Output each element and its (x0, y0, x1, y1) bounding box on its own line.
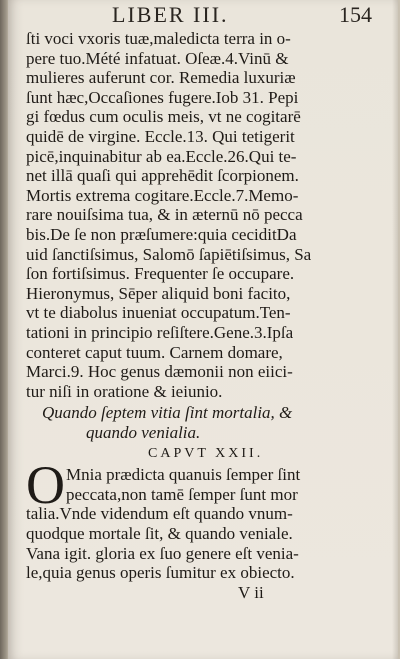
text-line: quidē de virgine. Eccle.13. Qui tetigerit (26, 126, 295, 146)
text-line: le,quia genus operis ſumitur ex obiecto. (26, 563, 295, 583)
text-line: Hieronymus, Sēper aliquid boni facito, (26, 283, 291, 303)
text-line: pere tuo.Mété infatuat. Oſeæ.4.Vinū & (26, 48, 289, 68)
text-line: uid ſanctiſsimus, Salomō ſapiētiſsimus, Sa (26, 244, 312, 264)
text-line: gi fœdus cum oculis meis, vt ne cogitarē (26, 107, 301, 127)
running-head: LIBER III. (112, 2, 229, 27)
page-header (8, 2, 398, 28)
text-line: conteret caput tuum. Carnem domare, (26, 342, 283, 362)
text-line: peccata,non tamē ſemper ſunt mor (66, 484, 298, 504)
text-line: net illā quaſi qui apprehēdit ſcorpionem. (26, 166, 299, 186)
text-line: ſon fortiſsimus. Frequenter ſe occupare. (26, 264, 295, 284)
page-number: 154 (339, 2, 372, 27)
text-line: vt te diabolus inueniat occupatum.Ten- (26, 303, 291, 323)
text-line: talia.Vnde videndum eſt quando vnum- (26, 504, 293, 524)
drop-cap-initial: O (26, 455, 65, 516)
text-line: Mortis extrema cogitare.Eccle.7.Memo- (26, 185, 299, 205)
text-line: Marci.9. Hoc genus dæmonii non eiici- (26, 362, 293, 382)
chapter-rubric: Quando ſeptem vitia ſint mortalia, & (42, 403, 293, 423)
text-line: bis.De ſe non præſumere:quia ceciditDa (26, 224, 297, 244)
text-line: quodque mortale ſit, & quando veniale. (26, 524, 293, 544)
text-line: mulieres auferunt cor. Remedia luxuriæ (26, 68, 296, 88)
text-line: picē,inquinabitur ab ea.Eccle.26.Qui te- (26, 146, 297, 166)
text-line: tur niſi in oratione & ieiunio. (26, 381, 223, 401)
text-block (26, 29, 366, 603)
signature-mark: V ii (238, 582, 264, 602)
chapter-heading: CAPVT XXII. (148, 446, 264, 462)
book-page (8, 0, 398, 659)
text-line: Vana igit. gloria ex ſuo genere eſt venia- (26, 543, 299, 563)
text-line: tationi in principio reſiſtere.Gene.3.Ipſa (26, 322, 294, 342)
chapter-rubric-continued: quando venialia. (86, 423, 201, 443)
text-line: ſti voci vxoris tuæ,maledicta terra in o- (26, 29, 291, 48)
text-line: ſunt hæc,Occaſiones fugere.Iob 31. Pepi (26, 87, 299, 107)
text-line: rare nouiſsima tua, & in æternū nō pecca (26, 205, 303, 225)
text-line: Mnia prædicta quanuis ſemper ſint (66, 465, 301, 485)
